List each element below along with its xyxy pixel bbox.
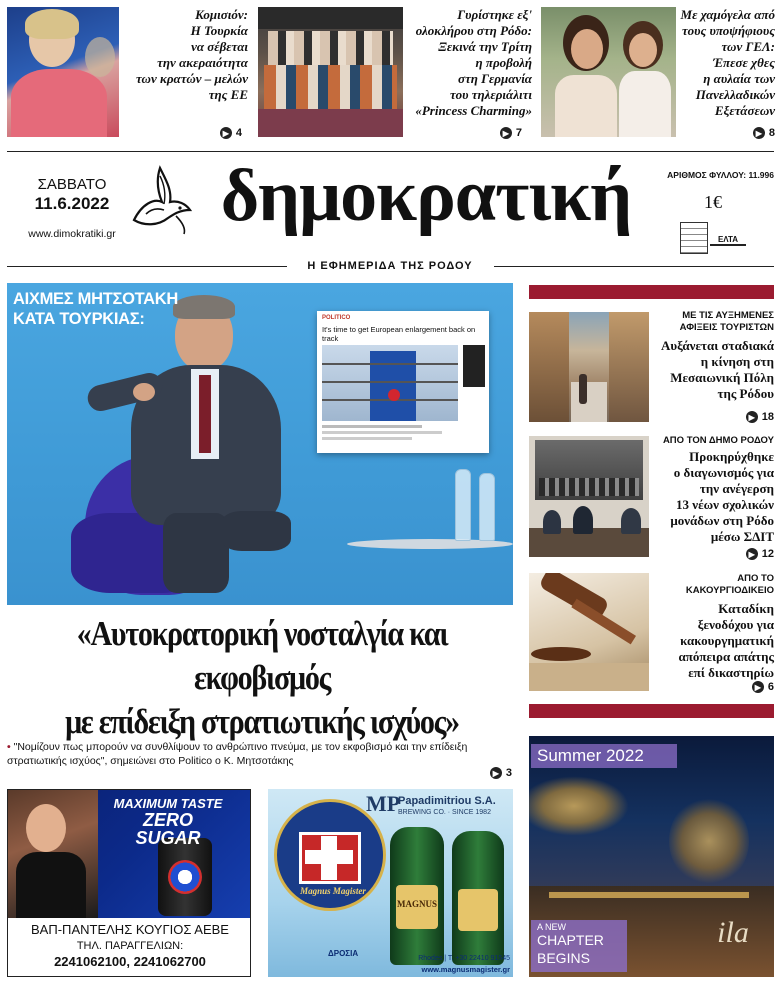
politico-logo: POLITICO: [322, 315, 351, 321]
teaser-1-text: Κομισιόν: Η Τουρκία να σέβεται την ακεραιότητα των κρατών – μελών της ΕΕ: [135, 7, 248, 102]
issue-number: ΑΡΙΘΜΟΣ ΦΥΛΛΟΥ: 11.996: [667, 170, 774, 180]
main-summary: • "Νομίζουν πως μπορούν να συνθλίψουν το ανθρώπινο πνεύμα, με τον εκφοβισμό και την επίδειξη στρατιωτικής ισχύος", σημειώνει στο Politico ο Κ. Μητσοτάκης: [7, 741, 468, 767]
teaser-1-page: ▶ 4: [220, 127, 242, 139]
magnus-contact: Rhodes | T. +30 22410 91545: [418, 955, 510, 962]
magnus-round-logo: [274, 799, 386, 911]
teaser-2-page: ▶ 7: [500, 127, 522, 139]
main-headline[interactable]: «Αυτοκρατορική νοσταλγία και εκφοβισμός με επίδειξη στρατιωτικής ισχύος»: [65, 614, 459, 741]
tagline-rule-left: [7, 266, 287, 267]
teaser-2[interactable]: [404, 7, 532, 139]
ad-summer[interactable]: [529, 736, 774, 977]
masthead: [0, 152, 781, 277]
pepsi-headline-2: ZERO: [142, 810, 193, 830]
arrow-right-icon: ▶: [220, 127, 232, 139]
magnus-brand: Papadimitriou S.A.: [398, 795, 496, 807]
inset-ad: [463, 345, 485, 387]
side-1-kicker: ΜΕ ΤΙΣ ΑΥΞΗΜΕΝΕΣ ΑΦΙΞΕΙΣ ΤΟΥΡΙΣΤΩΝ: [679, 310, 774, 333]
summer-title: Summer 2022: [537, 746, 644, 765]
arrow-right-icon: ▶: [746, 548, 758, 560]
side-2-page: ▶ 12: [746, 548, 774, 560]
magnus-drosia: ΔΡΟΣΙΑ: [328, 949, 359, 958]
side-story-2[interactable]: [652, 435, 774, 560]
price: 1€: [704, 192, 722, 212]
side-3-headline: Καταδίκη ξενοδόχου για κακουργηματική απόπειρα απάτης επί δικαστηρίω: [678, 601, 774, 680]
summer-line-2: CHAPTER: [537, 932, 604, 948]
masthead-title: δημοκρατική: [220, 155, 632, 237]
teaser-3-page: ▶ 8: [753, 127, 775, 139]
main-kicker: ΑΙΧΜΕΣ ΜΗΤΣΟΤΑΚΗ ΚΑΤΑ ΤΟΥΡΚΙΑΣ:: [13, 290, 179, 328]
pepsi-banner: [8, 790, 251, 918]
magnus-bottle-2: [452, 831, 504, 965]
side-photo-1: [529, 312, 649, 422]
arrow-right-icon: ▶: [753, 127, 765, 139]
summer-title-box: [531, 744, 677, 768]
magnus-website: www.magnusmagister.gr: [421, 965, 510, 974]
arrow-right-icon: ▶: [490, 767, 502, 779]
main-photo: [7, 283, 513, 605]
magnus-mp-logo: MP: [366, 791, 401, 816]
side-photo-3: [529, 573, 649, 691]
side-1-headline: Αυξάνεται σταδιακά η κίνηση στη Μεσαιωνική Πόλη της Ρόδου: [661, 338, 774, 401]
masthead-website[interactable]: www.dimokratiki.gr: [28, 228, 116, 240]
teaser-photo-2: [258, 7, 403, 137]
summer-line-1: A NEW: [537, 922, 567, 932]
side-story-3[interactable]: [652, 573, 774, 695]
postage-box: [680, 222, 708, 254]
arrow-right-icon: ▶: [500, 127, 512, 139]
teaser-3[interactable]: [677, 7, 775, 139]
side-story-1[interactable]: [652, 310, 774, 425]
side-red-bar-top: [529, 285, 774, 299]
pepsi-company: ΒΑΠ-ΠΑΝΤΕΛΗΣ ΚΟΥΓΙΟΣ ΑΕΒΕ: [31, 922, 229, 937]
arrow-right-icon: ▶: [746, 411, 758, 423]
side-1-page: ▶ 18: [746, 411, 774, 423]
teaser-1[interactable]: [120, 7, 248, 139]
side-3-page: ▶ 6: [752, 681, 774, 693]
politico-headline: It's time to get European enlargement back on track: [322, 325, 476, 343]
magnus-bottle-1: [390, 827, 444, 965]
side-red-bar-bottom: [529, 704, 774, 718]
masthead-day: ΣΑΒΒΑΤΟ: [37, 176, 107, 193]
teaser-2-text: Γυρίστηκε εξ' ολοκλήρου στη Ρόδο: Ξεκινά την Τρίτη η προβολή στη Γερμανία του τηλεριάλιτι «Princess Charming»: [415, 7, 532, 118]
arrow-right-icon: ▶: [752, 681, 764, 693]
magnus-beer-name: Magnus Magister: [300, 886, 366, 896]
pepsi-headline-3: SUGAR: [135, 828, 201, 848]
tagline-rule-right: [494, 266, 774, 267]
tagline: Η ΕΦΗΜΕΡΙΔΑ ΤΗΣ ΡΟΔΟΥ: [307, 260, 473, 272]
side-3-kicker: ΑΠΟ ΤΟ ΚΑΚΟΥΡΓΙΟΔΙΚΕΙΟ: [685, 573, 774, 596]
side-2-kicker: ΑΠΟ ΤΟΝ ΔΗΜΟ ΡΟΔΟΥ: [662, 435, 774, 446]
main-page-ref: ▶ 3: [470, 767, 512, 779]
summer-line-3: BEGINS: [537, 950, 590, 966]
pepsi-headline-1: MAXIMUM TASTE: [113, 796, 223, 811]
teaser-photo-1: [7, 7, 119, 137]
summer-brand-mark: ila: [717, 916, 749, 949]
summer-chapter-box: [531, 920, 627, 972]
ad-pepsi[interactable]: [7, 789, 251, 977]
magnus-bottle-label: MAGNUS: [397, 899, 437, 909]
teaser-photo-3: [541, 7, 676, 137]
pepsi-phone-label: ΤΗΛ. ΠΑΡΑΓΓΕΛΙΩΝ:: [76, 940, 184, 952]
masthead-date: 11.6.2022: [34, 194, 110, 213]
side-photo-2: [529, 436, 649, 557]
side-2-headline: Προκηρύχθηκε ο διαγωνισμός για την ανέγερση 13 νέων σχολικών μονάδων στη Ρόδο μέσω ΣΔΙΤ: [670, 449, 774, 544]
elta-badge: [710, 222, 746, 246]
dove-logo: [128, 164, 192, 238]
politico-inset: [317, 311, 489, 453]
magnus-subtitle: BREWING CO. · SINCE 1982: [398, 809, 491, 816]
inset-photo: [322, 345, 458, 421]
elta-text: ΕΛΤΑ: [717, 235, 739, 244]
teaser-3-text: Με χαμόγελα από τους υποψήφιους των ΓΕΛ: Έπεσε χθες η αυλαία των Πανελλαδικών Εξετάσεων: [680, 7, 775, 118]
pepsi-phones: 2241062100, 2241062700: [54, 954, 206, 969]
ad-magnus[interactable]: [268, 789, 513, 977]
